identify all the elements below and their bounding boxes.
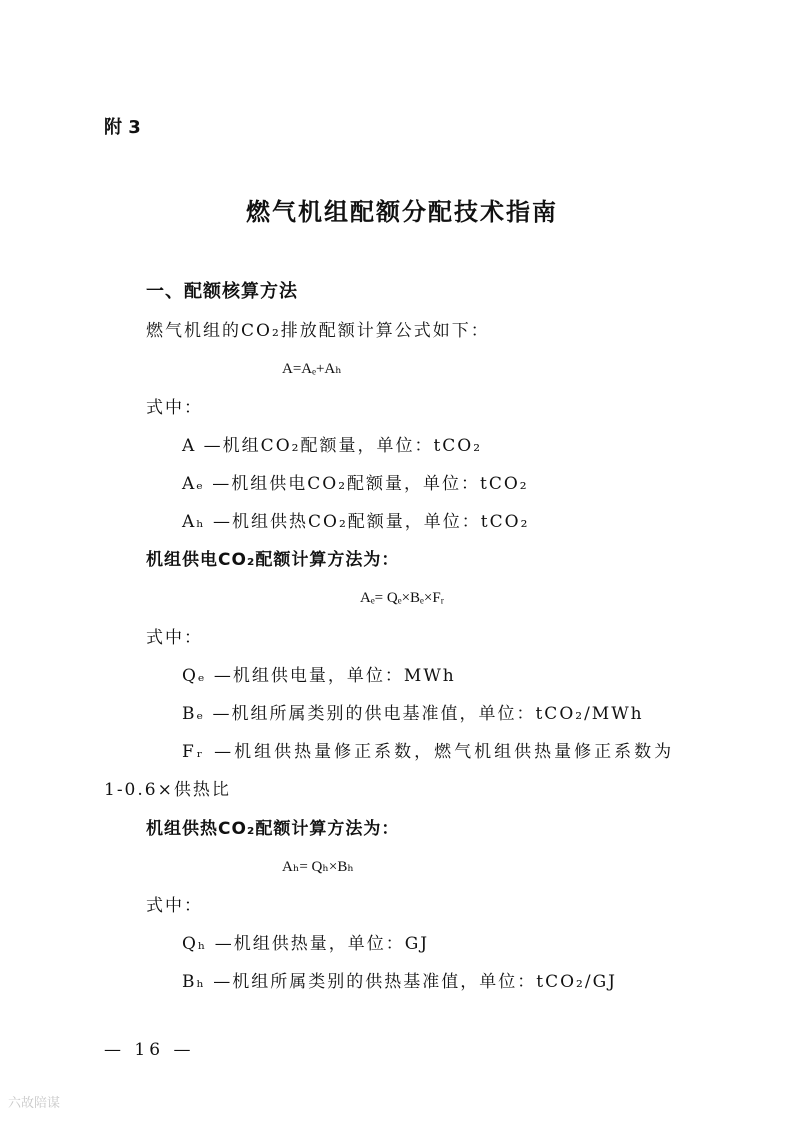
formula-supply-heat: Aₕ= Qₕ×Bₕ xyxy=(282,859,354,875)
definition-line: A —机组CO₂配额量，单位：tCO₂ xyxy=(182,436,483,456)
page-number: — 16 — xyxy=(104,1040,195,1060)
intro-paragraph: 燃气机组的CO₂排放配额计算公式如下： xyxy=(146,321,490,341)
where-label: 式中： xyxy=(146,628,203,648)
document-title: 燃气机组配额分配技术指南 xyxy=(246,198,558,226)
subsection-heading: 机组供热CO₂配额计算方法为： xyxy=(146,819,400,839)
definition-line: Bₕ —机组所属类别的供热基准值，单位：tCO₂/GJ xyxy=(182,972,617,992)
definition-line: Aₕ —机组供热CO₂配额量，单位：tCO₂ xyxy=(182,512,530,532)
formula-total: A=Aₑ+Aₕ xyxy=(282,361,342,377)
where-label: 式中： xyxy=(146,398,203,418)
definition-line: Qₑ —机组供电量，单位：MWh xyxy=(182,666,456,686)
formula-supply-power: Aₑ= Qₑ×Bₑ×Fᵣ xyxy=(360,590,445,606)
definition-line: Bₑ —机组所属类别的供电基准值，单位：tCO₂/MWh xyxy=(182,704,644,724)
section-heading: 一、配额核算方法 xyxy=(146,281,298,302)
definition-line: Fᵣ —机组供热量修正系数，燃气机组供热量修正系数为 xyxy=(182,742,675,762)
attachment-label: 附 3 xyxy=(104,117,141,138)
definition-continuation: 1-0.6×供热比 xyxy=(104,780,231,800)
definition-line: Aₑ —机组供电CO₂配额量，单位：tCO₂ xyxy=(182,474,529,494)
subsection-heading: 机组供电CO₂配额计算方法为： xyxy=(146,550,400,570)
definition-line: Qₕ —机组供热量，单位：GJ xyxy=(182,934,430,954)
watermark: 六故陪谋 xyxy=(8,1096,61,1111)
where-label: 式中： xyxy=(146,896,203,916)
